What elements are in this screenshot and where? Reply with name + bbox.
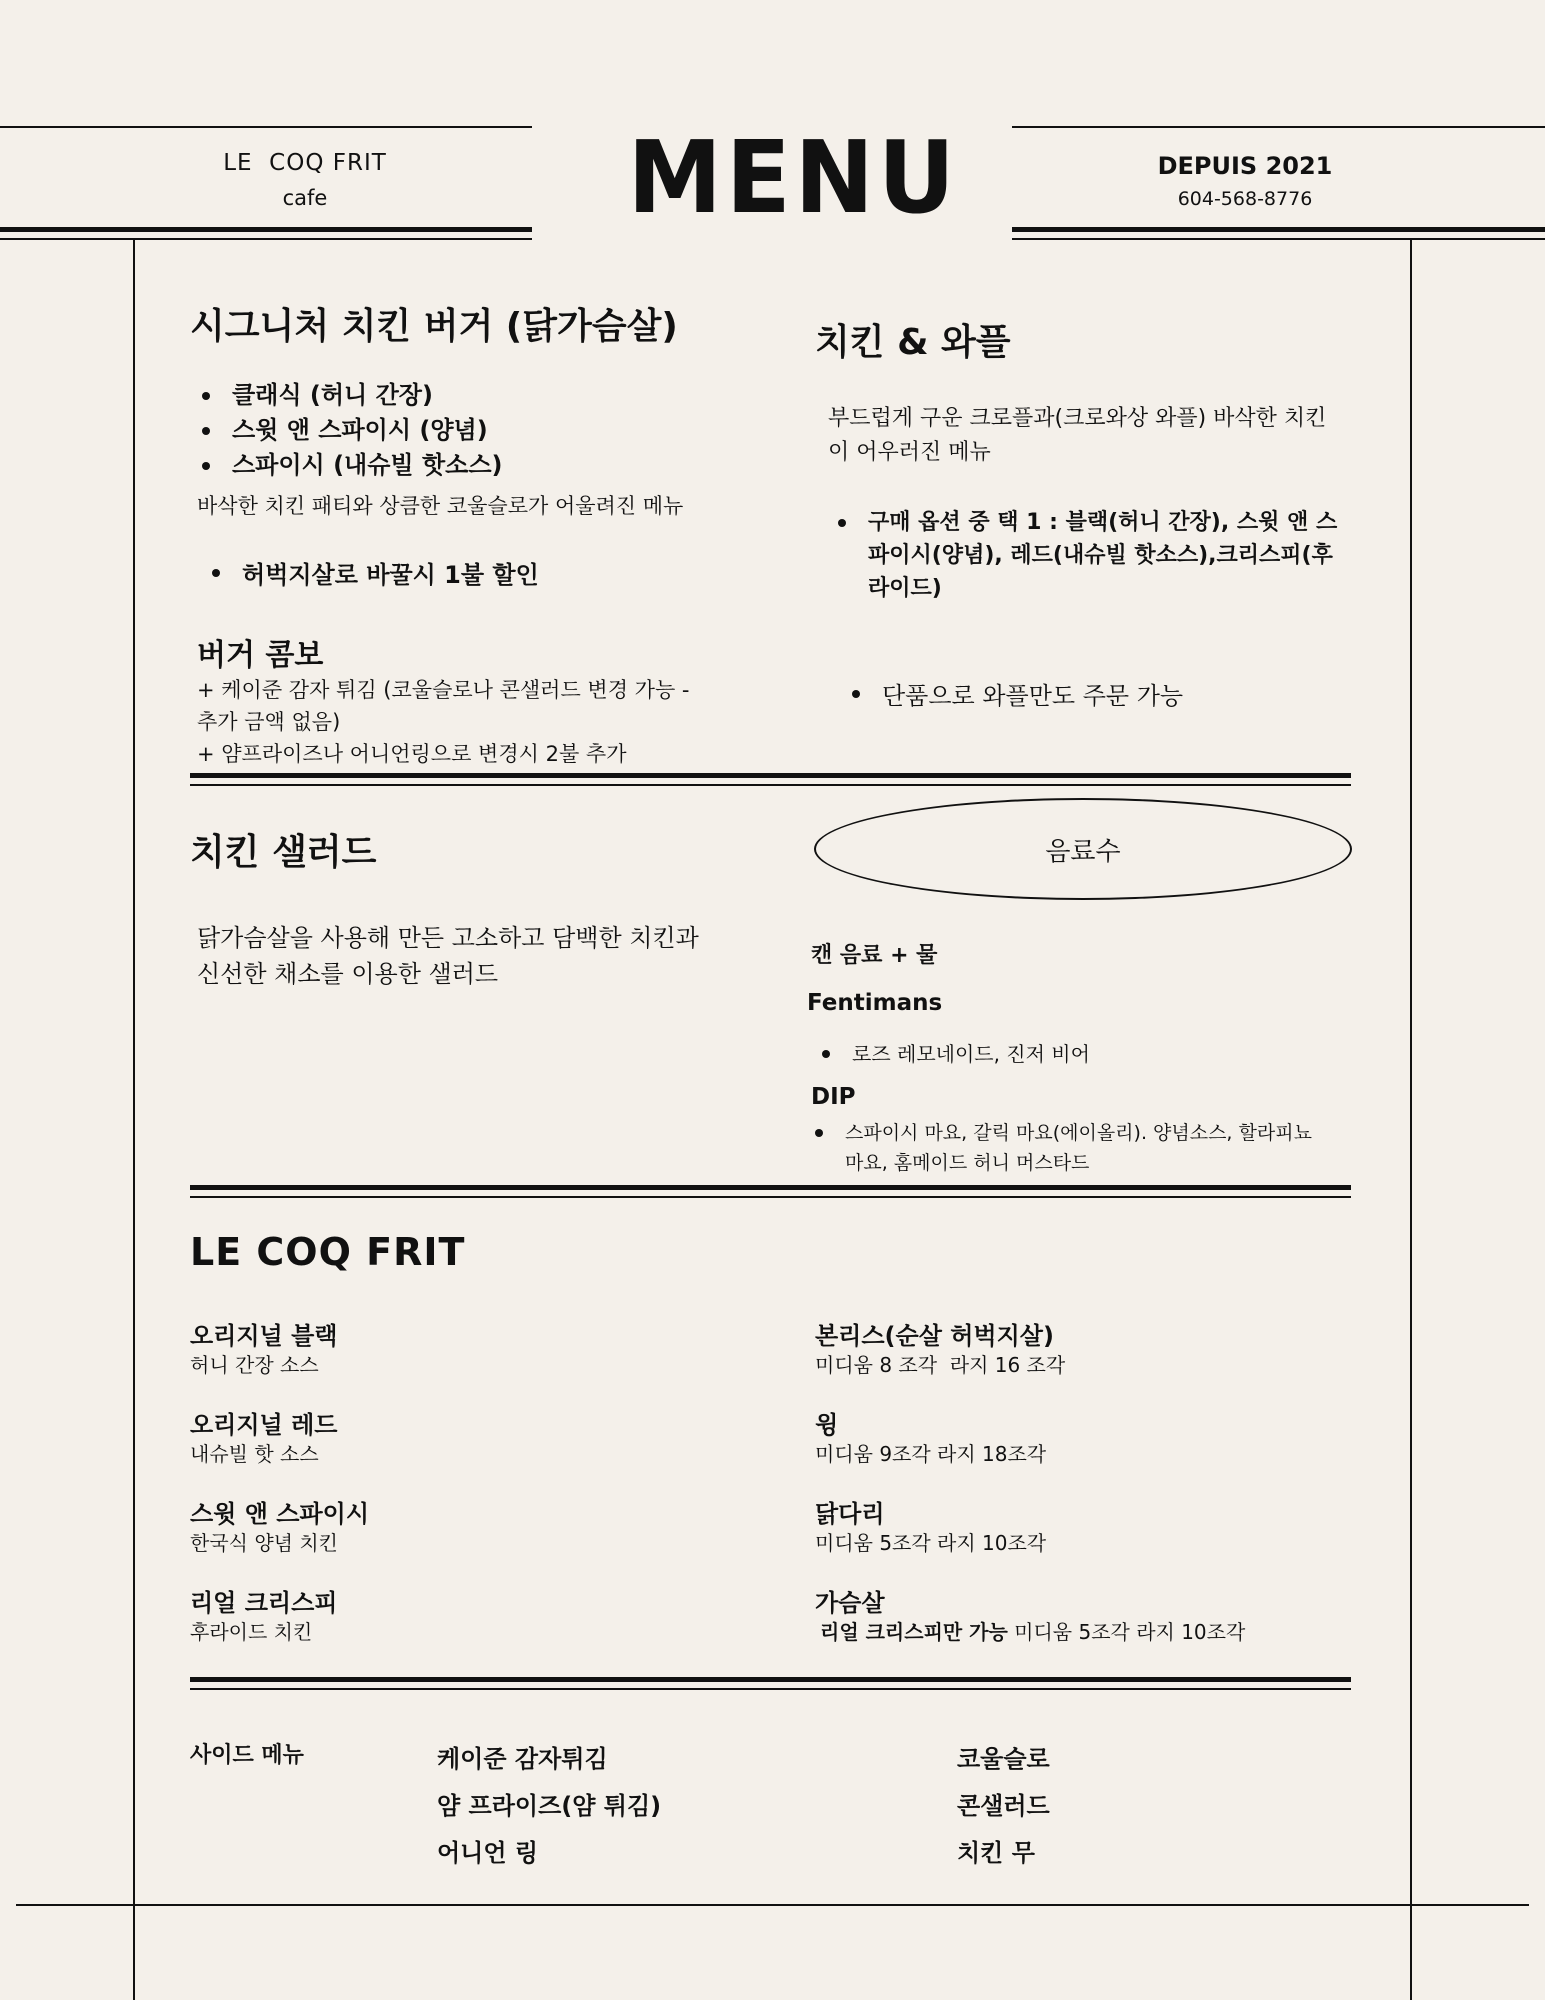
brand-name: LE COQ FRIT: [223, 150, 387, 176]
sides-column-1: [437, 1736, 661, 1877]
frame-left-vertical: [133, 240, 135, 2000]
side-item: 콘샐러드: [957, 1792, 1050, 1820]
list-item: 클래식 (허니 간장): [232, 378, 503, 413]
waffle-option-line: 파이시(양념), 레드(내슈빌 핫소스),크리스피(후: [868, 543, 1333, 568]
waffle-heading: 치킨 & 와플: [815, 322, 1011, 363]
drinks-heading-oval: [814, 798, 1352, 900]
chicken-item-desc: 내슈빌 핫 소스: [190, 1442, 319, 1466]
chicken-item-desc-line: [815, 1619, 1375, 1645]
chicken-item-desc: 허니 간장 소스: [190, 1353, 319, 1377]
chicken-item-name: 윙: [815, 1411, 839, 1439]
chicken-item-desc: 미디움 8 조각 라지 16 조각: [815, 1353, 1066, 1377]
chicken-item-name: 오리지널 레드: [190, 1411, 338, 1439]
list-item: 로즈 레모네이드, 진저 비어: [852, 1038, 1090, 1067]
chicken-left-column: [190, 1320, 750, 1676]
brand-subtitle: cafe: [282, 186, 328, 210]
since-year: DEPUIS 2021: [1157, 152, 1333, 180]
sides-heading: 사이드 메뉴: [190, 1743, 304, 1768]
chicken-item-name: 본리스(순살 허벅지살): [815, 1322, 1054, 1350]
dip-label: DIP: [811, 1084, 856, 1110]
salad-description: [197, 920, 699, 992]
combo-details: [197, 674, 690, 770]
list-item: 단품으로 와플만도 주문 가능: [882, 676, 1183, 711]
header-bottom-rule-left-thin: [0, 238, 532, 240]
chicken-right-column: [815, 1320, 1375, 1676]
section-divider-thin: [190, 1196, 1351, 1198]
chicken-item-desc: 미디움 9조각 라지 18조각: [815, 1442, 1047, 1466]
waffle-description-line: 이 어우러진 메뉴: [828, 440, 991, 465]
list-item: [845, 1118, 1312, 1178]
drinks-heading: 음료수: [1045, 836, 1121, 867]
phone-number: 604-568-8776: [1177, 188, 1313, 210]
waffle-option-line: 구매 옵션 중 택 1 : 블랙(허니 간장), 스윗 앤 스: [868, 510, 1338, 535]
chicken-item-desc: 미디움 5조각 라지 10조각: [1007, 1620, 1246, 1644]
side-item: 치킨 무: [957, 1839, 1035, 1867]
fentimans-label: Fentimans: [807, 990, 943, 1016]
salad-heading: 치킨 샐러드: [190, 832, 377, 873]
frame-right-vertical: [1410, 240, 1412, 2000]
combo-line: + 얌프라이즈나 어니언링으로 변경시 2불 추가: [197, 742, 627, 766]
salad-description-line: 닭가슴살을 사용해 만든 고소하고 담백한 치킨과: [197, 924, 699, 952]
list-item: 허벅지살로 바꿀시 1불 할인: [242, 555, 539, 590]
chicken-item: [815, 1409, 1375, 1498]
combo-line: + 케이준 감자 튀김 (코울슬로나 콘샐러드 변경 가능 -: [197, 678, 690, 702]
chicken-item-name: 스윗 앤 스파이시: [190, 1500, 369, 1528]
sides-column-2: [957, 1736, 1050, 1877]
side-item: 어니언 링: [437, 1839, 539, 1867]
combo-heading: 버거 콤보: [197, 638, 324, 673]
chicken-item-desc: 후라이드 치킨: [190, 1620, 313, 1644]
chicken-item-desc: 한국식 양념 치킨: [190, 1531, 338, 1555]
chicken-item: [815, 1320, 1375, 1409]
chicken-item: [190, 1320, 750, 1409]
chicken-item: [815, 1498, 1375, 1587]
dip-line: 마요, 홈메이드 허니 머스타드: [845, 1152, 1090, 1174]
section-divider: [190, 1185, 1351, 1190]
section-divider-thin: [190, 1688, 1351, 1690]
can-drinks-label: 캔 음료 + 물: [811, 943, 938, 968]
header-bottom-rule-right-thick: [1012, 227, 1545, 232]
fentimans-list: [852, 1038, 1090, 1067]
header-bottom-rule-right-thin: [1012, 238, 1545, 240]
chicken-item-name: 닭다리: [815, 1500, 885, 1528]
section-divider-thin: [190, 784, 1351, 786]
chicken-item-name: 오리지널 블랙: [190, 1322, 338, 1350]
salad-description-line: 신선한 채소를 이용한 샐러드: [197, 960, 499, 988]
chicken-item: [190, 1498, 750, 1587]
chicken-item: [815, 1587, 1375, 1676]
side-item: 얌 프라이즈(얌 튀김): [437, 1792, 662, 1820]
burger-discount-list: [242, 555, 539, 590]
dip-line: 스파이시 마요, 갈릭 마요(에이올리). 양념소스, 할라피뇨: [845, 1122, 1312, 1144]
list-item: 스윗 앤 스파이시 (양념): [232, 413, 503, 448]
combo-line: 추가 금액 없음): [197, 710, 341, 734]
side-item: 코울슬로: [957, 1745, 1050, 1773]
list-item: [868, 506, 1337, 605]
list-item: 스파이시 (내슈빌 핫소스): [232, 448, 503, 483]
waffle-description: [828, 402, 1326, 470]
header-top-rule-right: [1012, 126, 1545, 128]
section-divider: [190, 773, 1351, 778]
chicken-item-desc-bold: 리얼 크리스피만 가능: [820, 1620, 1008, 1644]
chicken-item: [190, 1587, 750, 1676]
burger-options-list: [232, 378, 503, 483]
waffle-description-line: 부드럽게 구운 크로플과(크로와상 와플) 바삭한 치킨: [828, 406, 1327, 431]
page-title: MENU: [627, 119, 959, 236]
header-bottom-rule-left-thick: [0, 227, 532, 232]
section-divider: [190, 1677, 1351, 1682]
frame-bottom-horizontal: [16, 1904, 1529, 1906]
chicken-heading: LE COQ FRIT: [190, 1230, 466, 1274]
waffle-single-list: [882, 676, 1183, 711]
dip-list: [845, 1118, 1312, 1178]
chicken-item-desc: 미디움 5조각 라지 10조각: [815, 1531, 1047, 1555]
side-item: 케이준 감자튀김: [437, 1745, 608, 1773]
waffle-option-line: 라이드): [868, 576, 942, 601]
waffle-options-list: [868, 506, 1337, 605]
chicken-item: [190, 1409, 750, 1498]
header-top-rule-left: [0, 126, 532, 128]
burger-heading: 시그니처 치킨 버거 (닭가슴살): [190, 306, 678, 347]
burger-description: 바삭한 치킨 패티와 상큼한 코울슬로가 어울려진 메뉴: [197, 494, 684, 518]
chicken-item-name: 리얼 크리스피: [190, 1589, 338, 1617]
chicken-item-name: 가슴살: [815, 1589, 885, 1617]
